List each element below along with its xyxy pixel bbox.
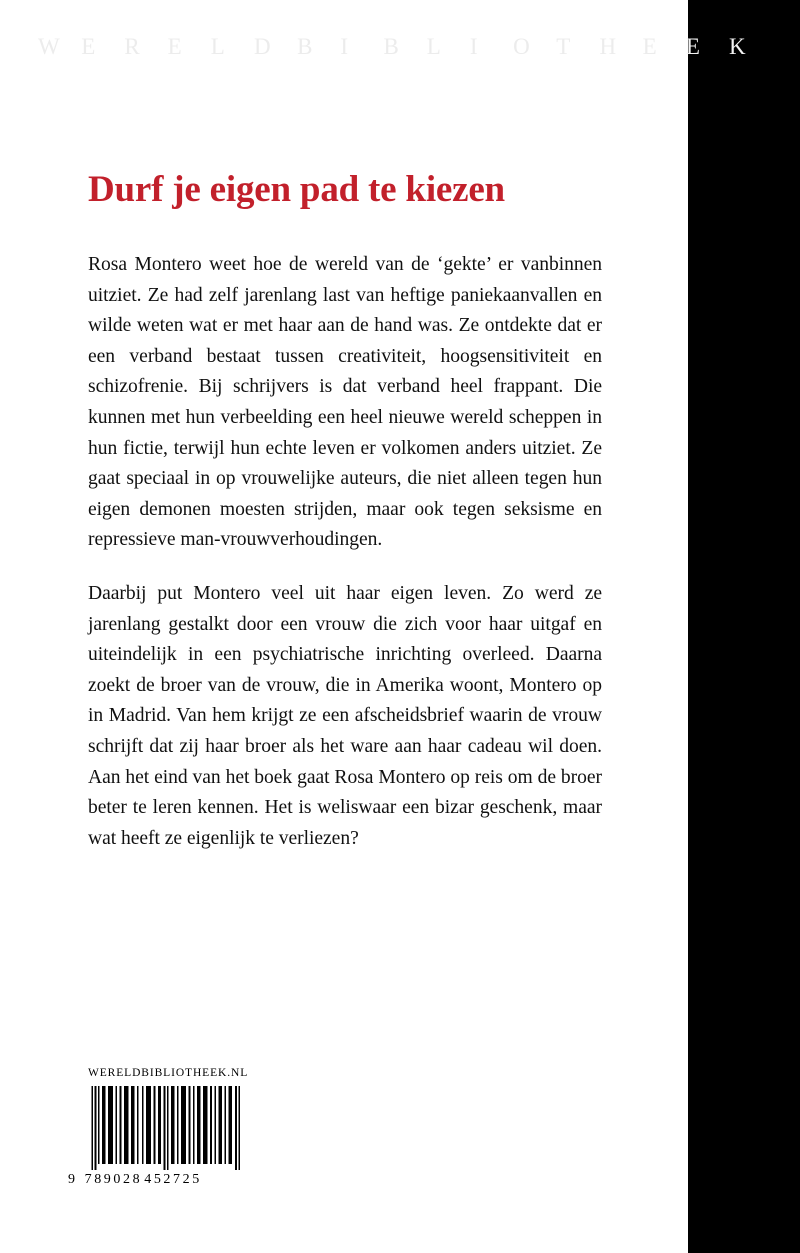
publisher-letter: R (124, 34, 140, 59)
blurb-body (88, 250, 602, 854)
barcode-block (68, 1066, 288, 1189)
barcode-image (88, 1086, 246, 1170)
publisher-letter: T (556, 34, 571, 59)
publisher-letter: O (513, 34, 530, 59)
publisher-letter: I (340, 34, 348, 59)
publisher-letter: D (253, 34, 271, 59)
publisher-letter: E (685, 34, 700, 59)
barcode-lead-digit: 9 (68, 1172, 78, 1187)
barcode-right-group: 452725 (144, 1172, 202, 1187)
publisher-letter: B (297, 34, 313, 59)
publisher-letter: E (81, 34, 96, 59)
publisher-letter: L (210, 34, 225, 59)
barcode-left-group: 789028 (84, 1172, 143, 1187)
publisher-letter: E (642, 34, 657, 59)
blurb-paragraph: Rosa Montero weet hoe de wereld van de ‘gekte’ er vanbinnen uitziet. Ze had zelf jarenlang last van heftige paniekaanvallen en wilde weten wat er met haar aan de hand was. Ze ontdekte dat er een verband bestaat tussen creativiteit, hoogsensitiviteit en schizofrenie. Bij schrijvers is dat verband heel frappant. Die kunnen met hun verbeelding een heel nieuwe wereld scheppen in hun fictie, terwijl hun echte leven er volkomen anders uitziet. Ze gaat speciaal in op vrouwelijke auteurs, die niet alleen tegen hun eigen demonen moesten strijden, maar ook tegen seksisme en repressieve man-vrouwverhoudingen. (88, 254, 602, 551)
publisher-letter: B (383, 34, 399, 59)
publisher-website-caption: WERELDBIBLIOTHEEK.NL (88, 1067, 249, 1079)
blurb-title: Durf je eigen pad te kiezen (88, 168, 505, 210)
book-spine-panel (685, 0, 800, 1253)
publisher-letter: L (426, 34, 441, 59)
publisher-letter: K (729, 34, 746, 59)
publisher-letter: E (167, 34, 182, 59)
blurb-paragraph: Daarbij put Montero veel uit haar eigen leven. Zo werd ze jarenlang gestalkt door een vrouw die zich voor haar uitgaf en uiteindelijk in een psychiatrische inrichting overleed. Daarna zoekt de broer van de vrouw, die in Amerika woont, Montero op in Madrid. Van hem krijgt ze een afscheidsbrief waarin de vrouw schrijft dat zij haar broer als het ware aan haar cadeau wil doen. Aan het eind van het boek gaat Rosa Montero op reis om de broer beter te leren kennen. Het is weliswaar een bizar geschenk, maar wat heeft ze eigenlijk te verliezen? (88, 582, 602, 849)
publisher-letter: W (38, 34, 60, 59)
publisher-letter: H (599, 34, 617, 59)
publisher-letter: I (469, 34, 478, 59)
barcode-number (68, 1171, 254, 1189)
publisher-header (0, 0, 800, 80)
publisher-name-letterspaced (38, 30, 783, 64)
